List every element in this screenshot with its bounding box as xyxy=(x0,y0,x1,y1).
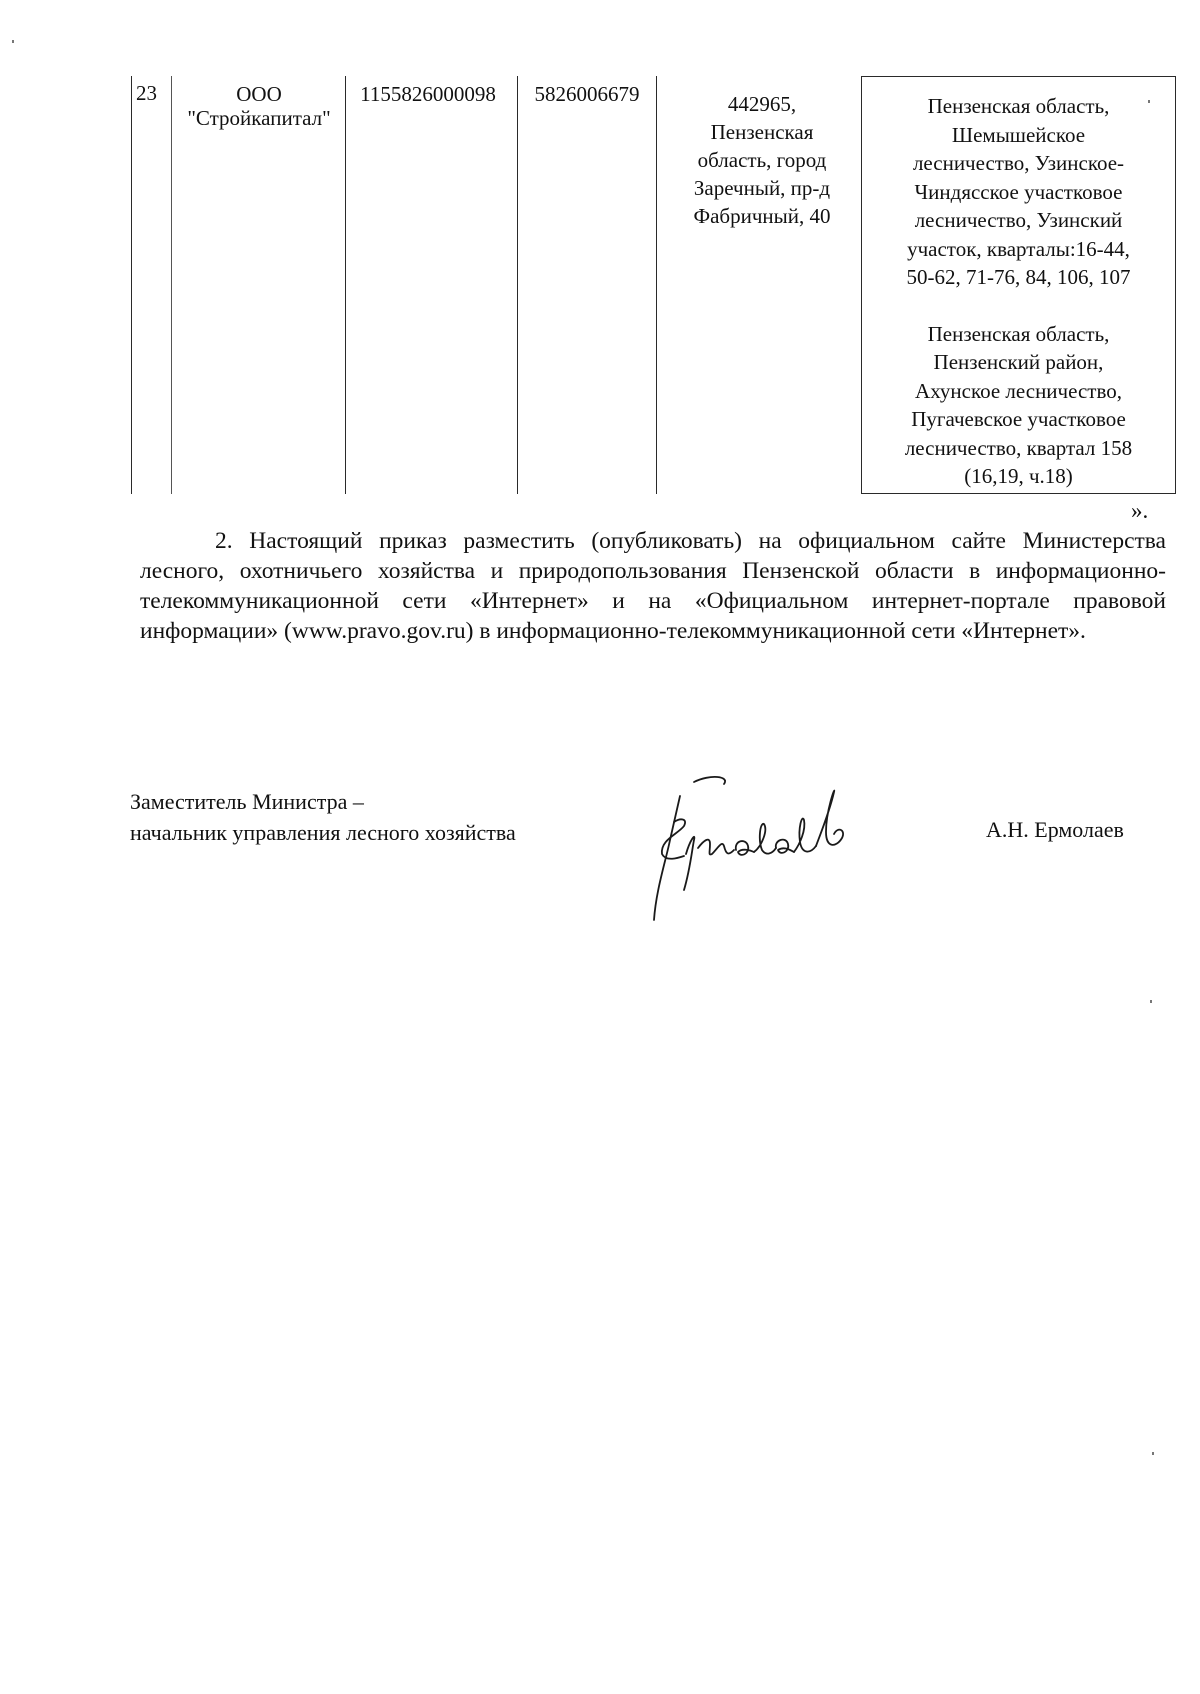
location-spacer xyxy=(861,292,1176,320)
row-number: 23 xyxy=(136,81,157,105)
legal-address xyxy=(659,90,865,230)
location-line: участок, кварталы:16-44, xyxy=(907,236,1130,261)
organization-name-line-1: ООО xyxy=(236,82,282,106)
signatory-position xyxy=(130,786,516,848)
signatory-position-line-2: начальник управления лесного хозяйства xyxy=(130,820,516,845)
registry-table xyxy=(131,76,1176,494)
table-divider-4 xyxy=(656,76,657,494)
closing-quote: ». xyxy=(1131,498,1149,523)
location-line: Ахунское лесничество, xyxy=(915,378,1122,403)
signatory-position-line-1: Заместитель Министра – xyxy=(130,789,364,814)
location-line: (16,19, ч.18) xyxy=(964,464,1073,488)
location-line: 50-62, 71-76, 84, 106, 107 xyxy=(906,265,1131,289)
location-line: Шемышейское xyxy=(951,122,1086,147)
address-line: Заречный, пр-д xyxy=(693,176,831,200)
location-line: Пензенская область, xyxy=(927,94,1110,118)
table-divider-1 xyxy=(171,76,172,494)
location-line: лесничество, квартал 158 xyxy=(904,435,1133,460)
table-top-border xyxy=(861,76,1176,77)
location-line: лесничество, Узинский xyxy=(914,208,1123,232)
table-bottom-border xyxy=(861,493,1176,494)
scan-speck xyxy=(12,40,14,43)
ogrn-value: 1155826000098 xyxy=(360,82,496,106)
scan-speck xyxy=(1148,100,1150,103)
table-divider-3 xyxy=(517,76,518,494)
organization-name-line-2: "Стройкапитал" xyxy=(187,106,331,130)
signer-name: А.Н. Ермолаев xyxy=(986,817,1124,842)
inn-value: 5826006679 xyxy=(534,82,640,106)
scan-speck xyxy=(1150,1000,1152,1003)
address-line: Пензенская xyxy=(710,120,814,144)
location-line: лесничество, Узинское- xyxy=(912,151,1125,175)
location-line: Пензенская область, xyxy=(927,321,1110,346)
table-divider-2 xyxy=(345,76,346,494)
address-line: Фабричный, 40 xyxy=(693,204,831,228)
handwritten-signature xyxy=(650,770,950,930)
table-border-left xyxy=(131,76,132,494)
scan-speck xyxy=(1152,1452,1154,1455)
location-line: Чиндясское участковое xyxy=(914,179,1123,204)
location-line: Пугачевское участковое xyxy=(911,407,1126,431)
organization-name xyxy=(175,82,343,130)
publication-paragraph: 2. Настоящий приказ разместить (опубликовать) на официальном сайте Министерства лесного, охотничьего хозяйства и природопользования Пензенской области в информационно-телекоммуникационной сети «Интернет» и на «Официальном интернет-портале правовой информации» (www.pravo.gov.ru) в информационно-телекоммуникационной сети «Интернет». xyxy=(140,528,1166,644)
address-line: область, город xyxy=(697,148,827,172)
forest-location xyxy=(861,92,1176,491)
address-line: 442965, xyxy=(727,92,797,116)
location-line: Пензенский район, xyxy=(933,350,1104,374)
